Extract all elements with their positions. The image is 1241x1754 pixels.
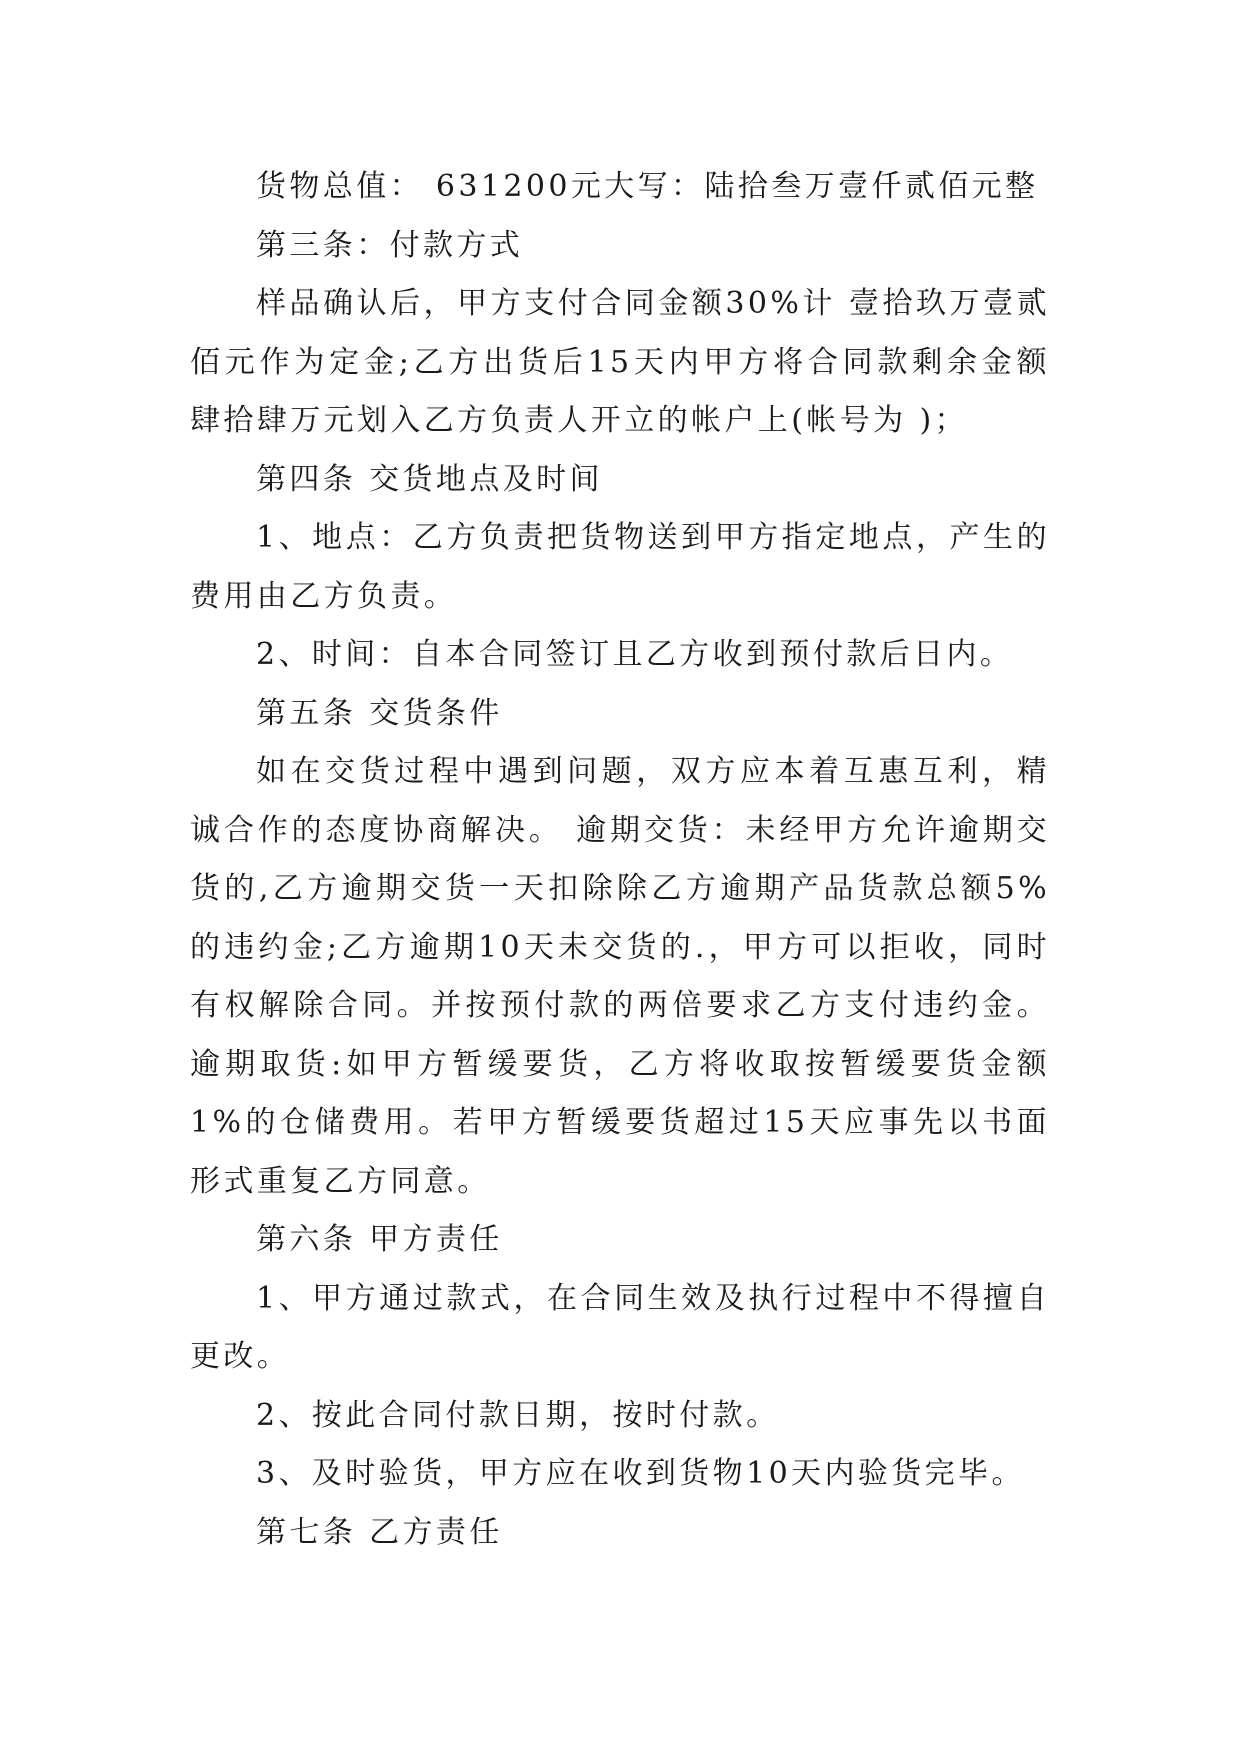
paragraph-payment-terms: 样品确认后，甲方支付合同金额30%计 壹拾玖万壹贰佰元作为定金;乙方出货后15天内甲方将合同款剩余金额 肆拾肆万元划入乙方负责人开立的帐户上(帐号为 )； (190, 286, 1050, 438)
paragraph-delivery-time: 2、时间：自本合同签订且乙方收到预付款后日内。 (256, 637, 1014, 672)
heading-article-4: 第四条 交货地点及时间 (256, 461, 603, 497)
paragraph-party-a-item-3: 3、及时验货，甲方应在收到货物10天内验货完毕。 (256, 1456, 1025, 1491)
paragraph-party-a-item-2: 2、按此合同付款日期，按时付款。 (256, 1397, 780, 1433)
paragraph-delivery-conditions: 如在交货过程中遇到问题，双方应本着互惠互利，精诚合作的态度协商解决。 逾期交货：未经甲方允许逾期交货的,乙方逾期交货一天扣除除乙方逾期产品货款总额5%的违约金;乙方逾期10天未交货的.，甲方可以拒收，同时有权解除合同。并按预付款的两倍要求乙方支付违约金。逾期取货:如甲方暂缓要货，乙方将收取按暂缓要货金额1%的仓储费用。若甲方暂缓要货超过15天应事先以书面形式重复乙方同意。 (190, 754, 1050, 1199)
heading-article-6: 第六条 甲方责任 (256, 1222, 503, 1257)
paragraph-delivery-location: 1、地点：乙方负责把货物送到甲方指定地点，产生的费用由乙方负责。 (190, 520, 1050, 614)
paragraph-party-a-item-1: 1、甲方通过款式，在合同生效及执行过程中不得擅自更改。 (190, 1280, 1050, 1374)
heading-article-5: 第五条 交货条件 (256, 695, 503, 731)
heading-article-7: 第七条 乙方责任 (256, 1514, 503, 1550)
document-body (190, 158, 1050, 1562)
paragraph-total-value: 货物总值： 631200元大写：陆拾叁万壹仟贰佰元整 (256, 169, 1039, 204)
heading-article-3: 第三条：付款方式 (256, 227, 524, 263)
